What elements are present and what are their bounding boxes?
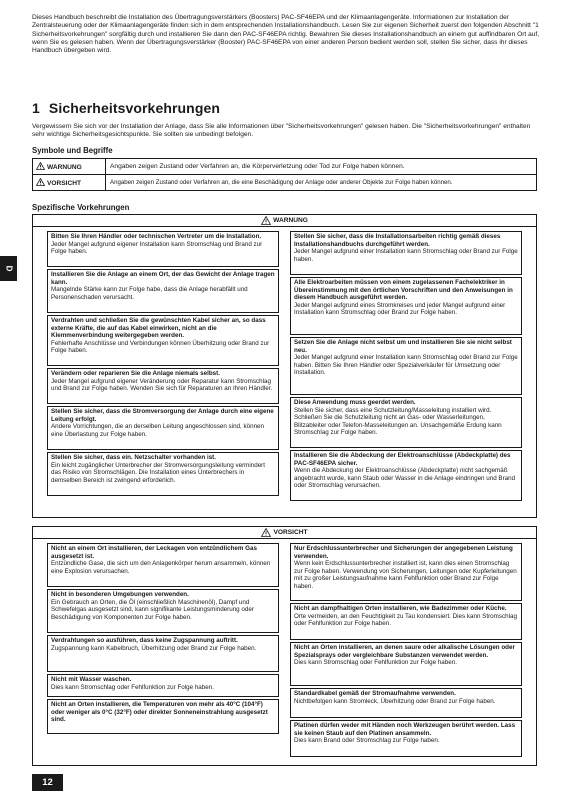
caution-item: Nicht an Orten installieren, die Temperaturen von mehr als 40°C (104°F) oder weniger als 0°C (32°F) oder direkter Sonneneinstrahlung ausgesetzt sind. — [47, 699, 279, 734]
warning-panel-label: WARNUNG — [273, 217, 308, 224]
symbols-row-warning — [33, 159, 537, 175]
symbols-heading: Symbole und Begriffe — [32, 146, 113, 155]
caution-left-column — [47, 543, 279, 736]
symbols-text-caution: Angaben zeigen Zustand oder Verfahren an, die eine Beschädigung der Anlage oder anderer Objekte zur Folge haben können. — [106, 175, 537, 191]
language-tab: D — [0, 256, 17, 281]
warning-item: Installieren Sie die Anlage an einem Ort, der das Gewicht der Anlage tragen kann. Mangelnde Stärke kann zur Folge habe, dass die Anlage herabfällt und Personenschaden verursacht. — [47, 269, 279, 313]
page-number: 12 — [32, 774, 63, 791]
warning-item: Alle Elektroarbeiten müssen von einem zugelassenen Fachelektriker in Übereinstimmung mit den örtlichen Vorschriften und den Anweisungen in diesem Handbuch ausgeführt werden. Jeder Mangel aufgrund eines Stromkreises und jeder Mangel aufgrund einer Installation kann Stromschlag oder Brand zur Folge haben. — [290, 277, 522, 335]
warning-item: Setzen Sie die Anlage nicht selbst um und installieren Sie sie nicht selbst neu. Jeder Mangel aufgrund einer Installation kann Stromschlag oder Brand zur Folge haben. Bitten Sie Ihren Händler oder Spezialverkäufer für Umsetzung oder Installation. — [290, 337, 522, 395]
warning-item: Bitten Sie Ihren Händler oder technischen Vertreter um die Installation. Jeder Mangel aufgrund eigener Installation kann Stromschlag und Brand zur Folge haben. — [47, 231, 279, 267]
warning-item: Stellen Sie sicher, dass ein. Netzschalter vorhanden ist. Ein leicht zugänglicher Unterbrecher der Stromversorgungsleitung vermindert das Risiko von Stromschlägen. Die Installation eines Unterbrechers in demselben Bereich ist zwingend erforderlich. — [47, 452, 279, 496]
caution-item: Platinen dürfen weder mit Händen noch Werkzeugen berührt werden. Lass sie keinen Staub auf den Platinen ansammeln. Dies kann Brand oder Stromschlag zur Folge haben. — [290, 720, 522, 757]
section-number: 1 — [32, 100, 40, 116]
warning-left-column — [47, 231, 279, 498]
symbols-row-caution — [33, 175, 537, 191]
warning-item: Stellen Sie sicher, dass die Stromversorgung der Anlage durch eine eigene Leitung erfolgt. Andere Vorrichtungen, die an derselben Leitung angeschlossen sind, können eine Überlastung zur Folge haben. — [47, 406, 279, 450]
caution-item: Verdrahtungen so ausführen, dass keine Zugspannung auftritt. Zugspannung kann Kabelbruch, Überhitzung oder Brand zur Folge haben. — [47, 635, 279, 672]
warning-item: Installieren Sie die Abdeckung der Elektroanschlüsse (Abdeckplatte) des PAC-SF46EPA sicher. Wenn die Abdeckung der Elektroanschlüsse (Abdeckplatte) nicht sachgemäß angebracht wurde, kann Staub oder Wasser in die Anlage eindringen und Brand oder Stromschlag verursachen. — [290, 450, 522, 501]
caution-panel-header — [33, 527, 536, 539]
warning-panel-header — [33, 215, 536, 227]
caution-item: Nicht an Orten installieren, an denen saure oder alkalische Lösungen oder Spezialsprays oder vergleichbare Substanzen verwendet werden. Dies kann Stromschlag oder Fehlfunktion zur Folge haben. — [290, 642, 522, 686]
caution-triangle-icon — [36, 178, 45, 186]
caution-item: Nicht in besonderen Umgebungen verwenden. Ein Gebrauch an Orten, die Öl (einschließlich Maschinenöl), Dampf und Schwefelgas ausgesetzt sind, kann signifikante Leistungsminderung oder Beschädigung von Komponenten zur Folge haben. — [47, 589, 279, 633]
warning-triangle-icon — [36, 162, 45, 170]
caution-panel-label: VORSICHT — [273, 529, 308, 536]
section-title — [32, 100, 220, 116]
warning-item: Verändern oder reparieren Sie die Anlage niemals selbst. Jeder Mangel aufgrund eigener Veränderung oder Reparatur kann Stromschlag und Brand zur Folge haben. Wenden Sie sich für Reparaturen an Ihren Händler. — [47, 368, 279, 404]
symbols-table — [32, 158, 537, 191]
warning-panel — [32, 214, 537, 518]
specific-heading: Spezifische Vorkehrungen — [32, 203, 130, 212]
warning-item: Stellen Sie sicher, dass die Installationsarbeiten richtig gemäß dieses Installationshandbuchs durchgeführt werden. Jeder Mangel aufgrund einer Installation kann Stromschlag oder Brand zur Folge haben. — [290, 231, 522, 275]
caution-item: Nur Erdschlussunterbrecher und Sicherungen der angegebenen Leistung verwenden. Wenn kein Erdschlussunterbrecher installiert ist, kann dies einen Stromschlag zur Folge haben. Verwendung von Sicherungen, Leitungen oder Kupferleitungen mit zu großer Leistungsaufnahme kann Fehlfunktion oder Brand zur Folge haben. — [290, 543, 522, 601]
symbols-key-warning: WARNUNG — [33, 159, 106, 175]
warning-right-column — [290, 231, 522, 503]
caution-item: Nicht an dampfhaltigen Orten installieren, wie Badezimmer oder Küche. Orte vermeiden, an den Feuchtigkeit zu Tau kondensiert. Dies kann Stromschlag oder Fehlfunktion zur Folge haben. — [290, 603, 522, 640]
section-title-text: Sicherheitsvorkehrungen — [48, 100, 221, 116]
caution-item: Nicht mit Wasser waschen. Dies kann Stromschlag oder Fehlfunktion zur Folge haben. — [47, 674, 279, 697]
caution-triangle-icon — [261, 528, 271, 537]
warning-item: Diese Anwendung muss geerdet werden. Stellen Sie sicher, dass eine Schutzleitung/Masseleitung installiert wird. Schließen Sie die Schutzleitung nicht an Gas- oder Wasserleitungen, Blitzableiter oder Telefon-Masseleitungen an. Unsachgemäße Erdung kann Stromschlag zur Folge haben. — [290, 397, 522, 448]
warning-triangle-icon — [261, 216, 271, 225]
intro-paragraph: Dieses Handbuch beschreibt die Installation des Übertragungsverstärkers (Boosters) PAC-SF46EPA und der Klimaanlagengeräte. Informationen zur Installation der Zentralsteuerung oder der Klimaanlagengeräte finden sich in dem entsprechenden Installationshandbuch. Lesen Sie zur eigenen Sicherheit zuerst den folgenden Abschnitt "1 Sicherheitsvorkehrungen" sorgfältig durch und installieren Sie dann den PAC-SF46EPA richtig. Bewahren Sie dieses Installationshandbuch an einem gut auffindbaren Ort auf, wenn Sie es gelesen haben. Wenn der Übertragungsverstärker (Booster) PAC-SF46EPA von einer anderen Person bedient werden soll, stellen Sie sicher, dass ihr dieses Handbuch übergeben wird. — [32, 14, 540, 55]
caution-right-column — [290, 543, 522, 759]
symbols-key-caution: VORSICHT — [33, 175, 106, 191]
caution-item: Standardkabel gemäß der Stromaufnahme verwenden. Nichtbefolgen kann Stromleck, Überhitzung oder Brand zur Folge haben. — [290, 688, 522, 718]
symbols-text-warning: Angaben zeigen Zustand oder Verfahren an, die Körperverletzung oder Tod zur Folge haben können. — [106, 159, 537, 175]
caution-panel — [32, 526, 537, 766]
caution-item: Nicht an einem Ort installieren, der Leckagen von entzündlichem Gas ausgesetzt ist. Entzündliche Gase, die sich um den Anlagenkörper herum ansammeln, können eine Explosion verursachen. — [47, 543, 279, 587]
section-lead: Vergewissern Sie sich vor der Installation der Anlage, dass Sie alle Informationen über "Sicherheitsvorkehrungen" gelesen haben. Die "Sicherheitsvorkehrungen" enthalten sehr wichtige Sicherheitsgesichtspunkte. Sie sollten sie unbedingt befolgen. — [32, 123, 531, 139]
warning-item: Verdrahten und schließen Sie die gewünschten Kabel sicher an, so dass externe Kräfte, die auf das Kabel einwirken, nicht an die Klemmenverbindung weitergegeben werden. Fehlerhafte Anschlüsse und Verbindungen können Überhitzung oder Brand zur Folge haben. — [47, 315, 279, 366]
